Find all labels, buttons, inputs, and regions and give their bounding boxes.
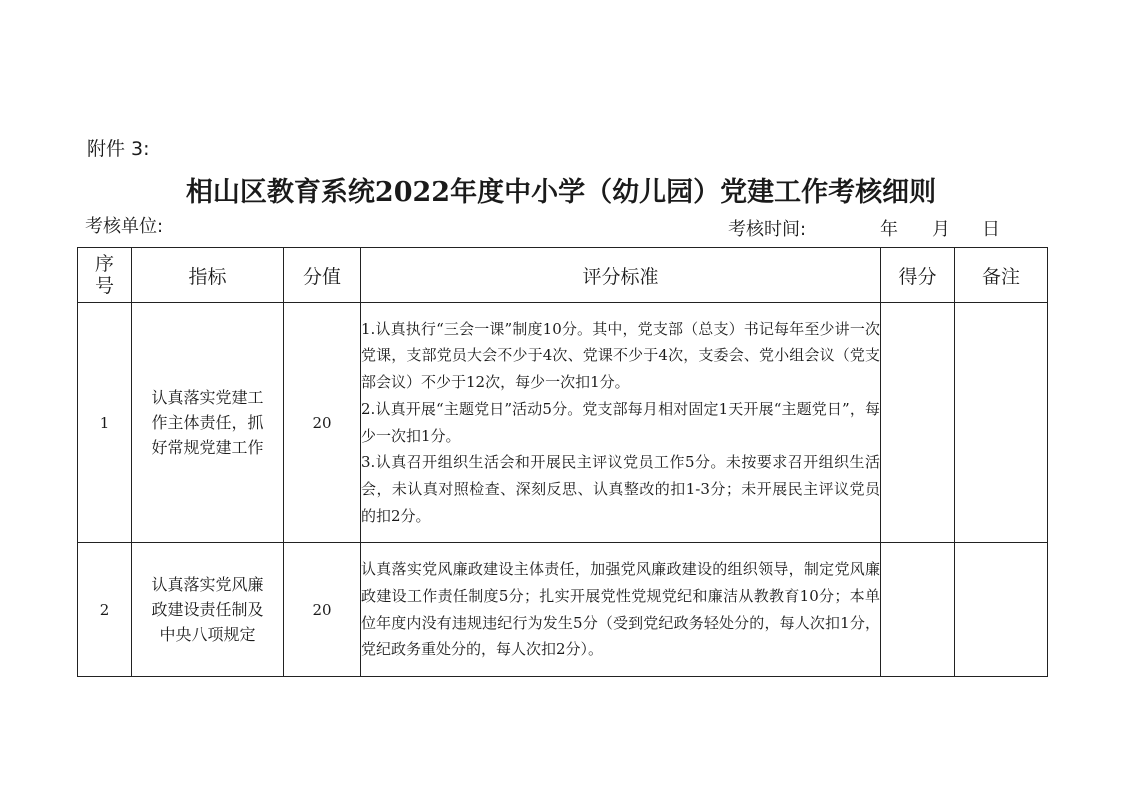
assess-time-year: 年 [880, 219, 898, 240]
indicator-line: 好常规党建工作 [151, 438, 264, 457]
criteria-item: 2.认真开展“主题党日”活动5分。党支部每月相对固定1天开展“主题党日”，每少一次扣1分。 [361, 399, 880, 445]
row-remarks [955, 543, 1048, 677]
row-criteria [361, 303, 881, 543]
criteria-item: 认真落实党风廉政建设主体责任，加强党风廉政建设的组织领导，制定党风廉政建设工作责任制度5分；扎实开展党性党规党纪和廉洁从教教育10分；本单位年度内没有违规违纪行为发生5分（受到党纪政务轻处分的，每人次扣1分，党纪政务重处分的，每人次扣2分）。 [361, 560, 880, 659]
row-remarks [955, 303, 1048, 543]
row-obtained [881, 543, 955, 677]
assess-time-month: 月 [932, 219, 950, 240]
indicator-line: 认真落实党风廉 [151, 575, 264, 594]
row-indicator [132, 303, 284, 543]
table-row [78, 303, 1048, 543]
attachment-label: 附件 3: [87, 138, 150, 160]
assess-time-label: 考核时间: [728, 219, 807, 240]
table-row [78, 543, 1048, 677]
indicator-line: 认真落实党建工 [151, 388, 264, 407]
indicator-line: 作主体责任，抓 [151, 413, 264, 432]
assess-time-day: 日 [982, 219, 1000, 240]
row-indicator [132, 543, 284, 677]
row-score: 20 [284, 303, 361, 543]
header-score: 分值 [284, 248, 361, 303]
document-title: 相山区教育系统2022年度中小学（幼儿园）党建工作考核细则 [185, 177, 937, 208]
assess-unit-label: 考核单位: [85, 216, 164, 237]
indicator-line: 政建设责任制及 [151, 600, 264, 619]
criteria-item: 3.认真召开组织生活会和开展民主评议党员工作5分。未按要求召开组织生活会，未认真对照检查、深刻反思、认真整改的扣1-3分；未开展民主评议党员的扣2分。 [361, 453, 880, 525]
row-seq: 2 [78, 543, 132, 677]
table-header-row [78, 248, 1048, 303]
header-remarks: 备注 [955, 248, 1048, 303]
row-score: 20 [284, 543, 361, 677]
assess-time [728, 215, 1028, 239]
row-obtained [881, 303, 955, 543]
indicator-line: 中央八项规定 [159, 625, 256, 644]
row-criteria [361, 543, 881, 677]
header-criteria: 评分标准 [361, 248, 881, 303]
criteria-item: 1.认真执行“三会一课”制度10分。其中，党支部（总支）书记每年至少讲一次党课，支部党员大会不少于4次、党课不少于4次，支委会、党小组会议（党支部会议）不少于12次，每少一次扣1分。 [361, 319, 880, 392]
header-seq [78, 248, 132, 303]
assessment-table [77, 247, 1048, 677]
header-indicator: 指标 [132, 248, 284, 303]
header-seq-line1: 序 [94, 253, 114, 275]
row-seq: 1 [78, 303, 132, 543]
header-obtained: 得分 [881, 248, 955, 303]
header-seq-line2: 号 [94, 275, 114, 297]
